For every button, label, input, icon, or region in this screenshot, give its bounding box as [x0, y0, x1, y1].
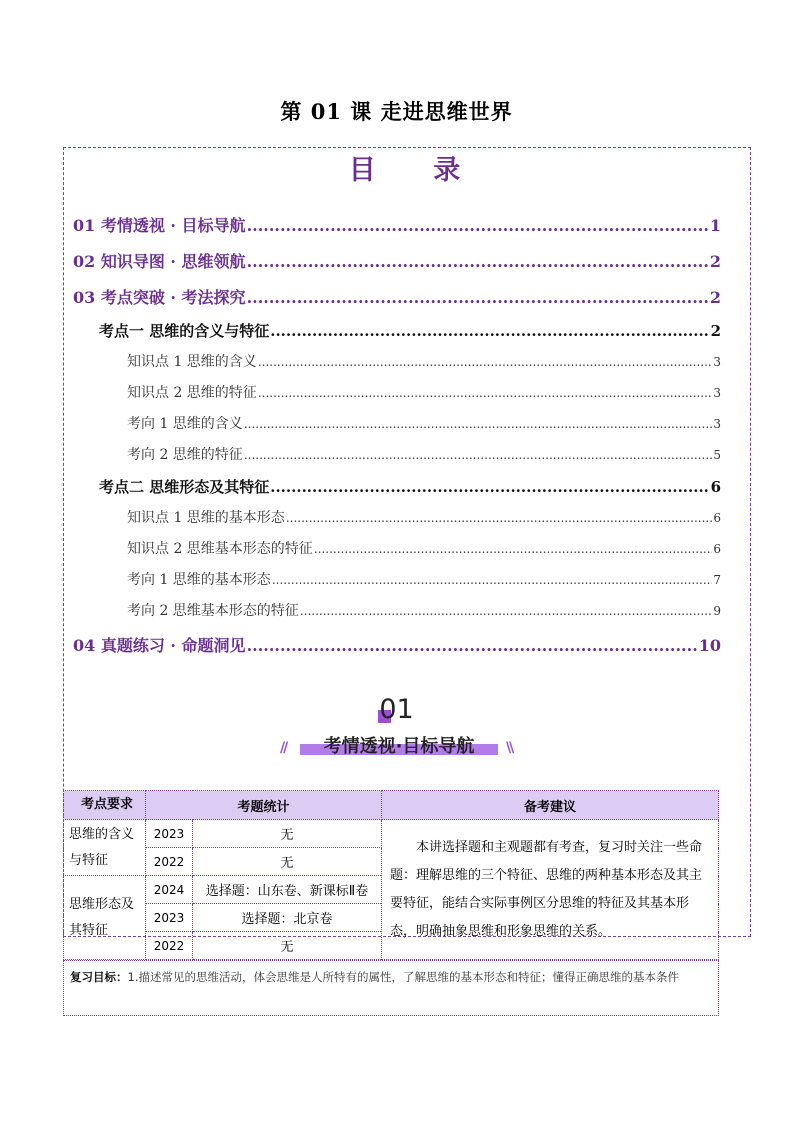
toc-entry[interactable]: 知识点 2 思维的特征 ..... 3 [127, 382, 721, 402]
toc-entry[interactable]: 考向 2 思维基本形态的特征 ..... 9 [127, 600, 721, 620]
year-cell: 2022 [146, 848, 193, 876]
requirement-cell: 思维形态及其特征 [64, 876, 146, 960]
year-cell: 2024 [146, 876, 193, 904]
advice-cell: 本讲选择题和主观题都有考查，复习时关注一些命题：理解思维的三个特征、思维的两种基本形态及其主要特征，能结合实际事例区分思维的特征及其基本形态，明确抽象思维和形象思维的关系。 [382, 820, 719, 960]
toc-entry[interactable]: 知识点 1 思维的基本形态 ..... 6 [127, 507, 721, 527]
toc-entry[interactable]: 考向 1 思维的含义 ..... 3 [127, 413, 721, 433]
toc-entry[interactable]: 04 真题练习 · 命题洞见 ..... 10 [73, 633, 721, 656]
toc-entry[interactable]: 知识点 2 思维基本形态的特征 ..... 6 [127, 538, 721, 558]
toc-entry[interactable]: 03 考点突破 · 考法探究 ..... 2 [73, 285, 721, 308]
stat-cell: 无 [193, 932, 382, 960]
exam-table [63, 790, 719, 960]
stat-cell: 无 [193, 848, 382, 876]
review-goal [63, 960, 719, 1016]
table-header: 备考建议 [382, 791, 719, 820]
toc-entry[interactable]: 考点一 思维的含义与特征 ..... 2 [99, 320, 721, 341]
year-cell: 2023 [146, 820, 193, 848]
review-goal-label: 复习目标： [70, 970, 128, 984]
toc-entry[interactable]: 01 考情透视 · 目标导航 ..... 1 [73, 213, 721, 236]
toc-entry[interactable]: 考点二 思维形态及其特征 ..... 6 [99, 476, 721, 497]
page-title: 第 01 课 走进思维世界 [280, 99, 513, 124]
toc-entry[interactable]: 考向 1 思维的基本形态 ..... 7 [127, 569, 721, 589]
section-banner [296, 732, 502, 756]
table-header-row [64, 791, 719, 820]
toc-entry[interactable]: 02 知识导图 · 思维领航 ..... 2 [73, 249, 721, 272]
review-goal-text: 1.描述常见的思维活动，体会思维是人所特有的属性，了解思维的基本形态和特征；懂得正确思维的基本条件 [127, 970, 679, 984]
toc-entry[interactable]: 知识点 1 思维的含义 ..... 3 [127, 351, 721, 371]
table-row [64, 820, 719, 848]
slash-left-decor: // [280, 740, 287, 756]
year-cell: 2023 [146, 904, 193, 932]
toc-heading: 目 录 [348, 155, 485, 186]
slash-right-decor: \\ [506, 740, 513, 756]
toc-entry[interactable]: 考向 2 思维的特征 ..... 5 [127, 444, 721, 464]
table-header: 考题统计 [146, 791, 382, 820]
stat-cell: 无 [193, 820, 382, 848]
section-number: 01 [379, 694, 414, 725]
table-header: 考点要求 [64, 791, 146, 820]
stat-cell: 选择题：山东卷、新课标Ⅱ卷 [193, 876, 382, 904]
stat-cell: 选择题：北京卷 [193, 904, 382, 932]
section-title: 考情透视·目标导航 [323, 736, 475, 757]
year-cell: 2022 [146, 932, 193, 960]
requirement-cell: 思维的含义与特征 [64, 820, 146, 876]
